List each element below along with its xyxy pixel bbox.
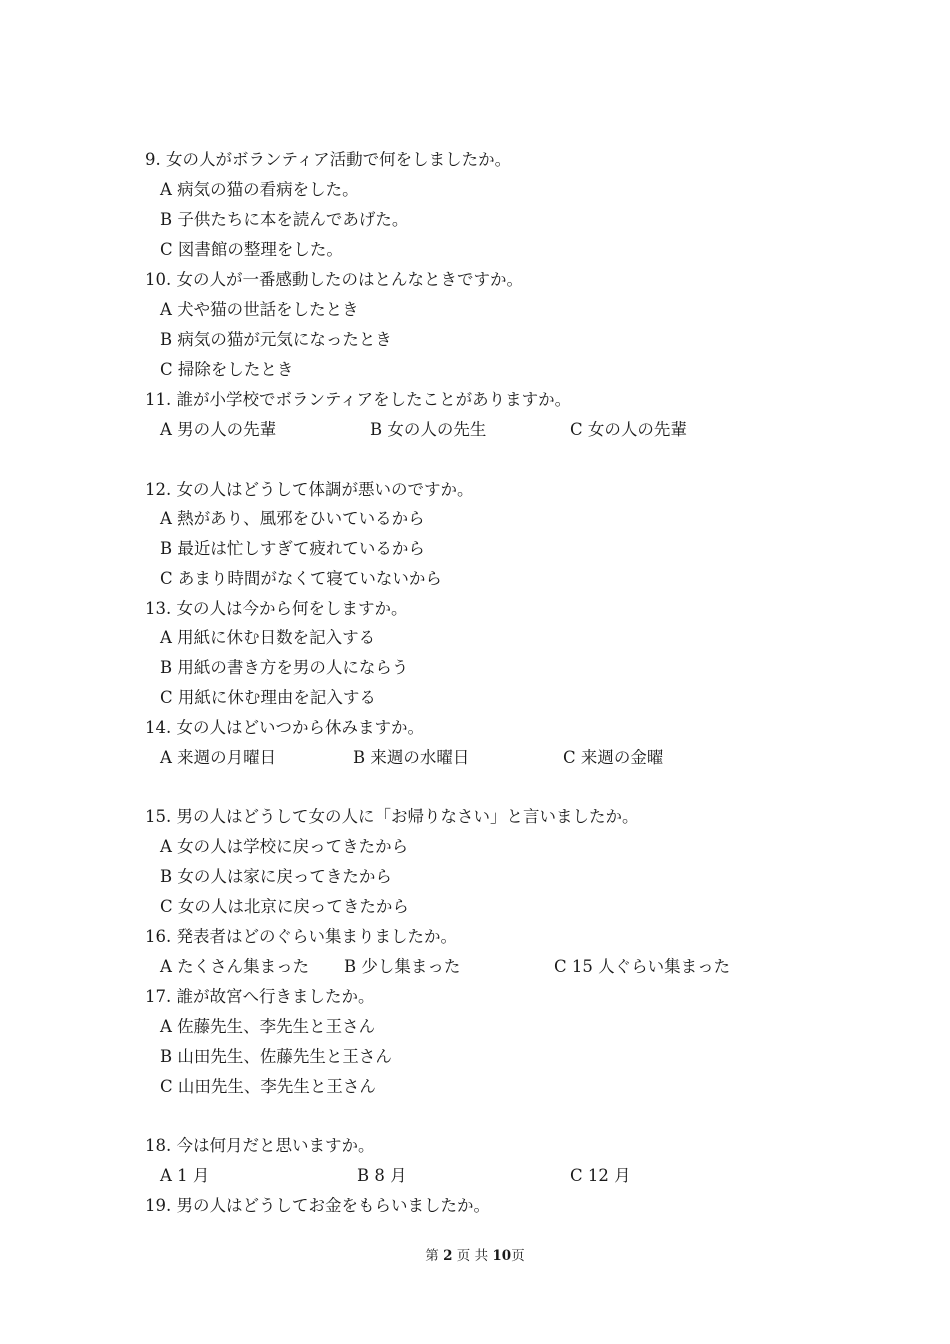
question-14-option-b: B 来週の水曜日 <box>353 748 470 767</box>
question-15-option-b: B 女の人は家に戻ってきたから <box>160 867 392 886</box>
question-13-option-c: C 用紙に休む理由を記入する <box>160 688 376 707</box>
question-12-option-a: A 熱があり、風邪をひいているから <box>160 509 425 528</box>
question-14-stem: 14. 女の人はどいつから休みますか。 <box>145 718 424 737</box>
question-9-stem: 9. 女の人がボランティア活動で何をしましたか。 <box>145 150 512 169</box>
question-18-option-c: C 12 月 <box>570 1166 631 1185</box>
question-13-stem: 13. 女の人は今から何をしますか。 <box>145 599 408 618</box>
question-11-option-b: B 女の人の先生 <box>370 420 487 439</box>
question-15-stem: 15. 男の人はどうして女の人に「お帰りなさい」と言いましたか。 <box>145 807 639 826</box>
question-10-option-b: B 病気の猫が元気になったとき <box>160 330 392 349</box>
question-10-stem: 10. 女の人が一番感動したのはとんなときですか。 <box>145 270 523 289</box>
page-footer <box>0 1246 950 1266</box>
question-9-option-c: C 図書館の整理をした。 <box>160 240 343 259</box>
question-17-stem: 17. 誰が故宮へ行きましたか。 <box>145 987 375 1006</box>
footer-page-number: 2 <box>443 1248 453 1264</box>
question-12-option-b: B 最近は忙しすぎて疲れているから <box>160 539 425 558</box>
question-17-option-c: C 山田先生、李先生と王さん <box>160 1077 376 1096</box>
question-17-option-a: A 佐藤先生、李先生と王さん <box>160 1017 376 1036</box>
question-14-option-c: C 来週の金曜 <box>563 748 664 767</box>
footer-middle: 页 共 <box>456 1248 489 1264</box>
question-10-option-a: A 犬や猫の世話をしたとき <box>160 300 359 319</box>
question-9-option-a: A 病気の猫の看病をした。 <box>160 180 359 199</box>
question-13-option-a: A 用紙に休む日数を記入する <box>160 628 376 647</box>
footer-prefix: 第 <box>425 1248 439 1264</box>
question-18-option-b: B 8 月 <box>357 1166 407 1185</box>
question-16-option-a: A たくさん集まった <box>160 957 310 976</box>
question-15-option-a: A 女の人は学校に戻ってきたから <box>160 837 409 856</box>
question-14-option-a: A 来週の月曜日 <box>160 748 277 767</box>
question-18-stem: 18. 今は何月だと思いますか。 <box>145 1136 375 1155</box>
question-17-option-b: B 山田先生、佐藤先生と王さん <box>160 1047 392 1066</box>
question-12-stem: 12. 女の人はどうして体調が悪いのですか。 <box>145 480 474 499</box>
footer-total-pages: 10 <box>492 1248 512 1264</box>
footer-suffix: 页 <box>511 1248 525 1264</box>
question-13-option-b: B 用紙の書き方を男の人にならう <box>160 658 409 677</box>
question-9-option-b: B 子供たちに本を読んであげた。 <box>160 210 409 229</box>
question-11-option-c: C 女の人の先輩 <box>570 420 687 439</box>
question-12-option-c: C あまり時間がなくて寝ていないから <box>160 569 442 588</box>
question-10-option-c: C 掃除をしたとき <box>160 360 294 379</box>
question-16-stem: 16. 発表者はどのぐらい集まりましたか。 <box>145 927 457 946</box>
question-18-option-a: A 1 月 <box>160 1166 210 1185</box>
question-11-option-a: A 男の人の先輩 <box>160 420 277 439</box>
question-11-stem: 11. 誰が小学校でボランティアをしたことがありますか。 <box>145 390 572 409</box>
question-16-option-b: B 少し集まった <box>344 957 461 976</box>
question-15-option-c: C 女の人は北京に戻ってきたから <box>160 897 409 916</box>
question-19-stem: 19. 男の人はどうしてお金をもらいましたか。 <box>145 1196 490 1215</box>
question-16-option-c: C 15 人ぐらい集まった <box>554 957 731 976</box>
